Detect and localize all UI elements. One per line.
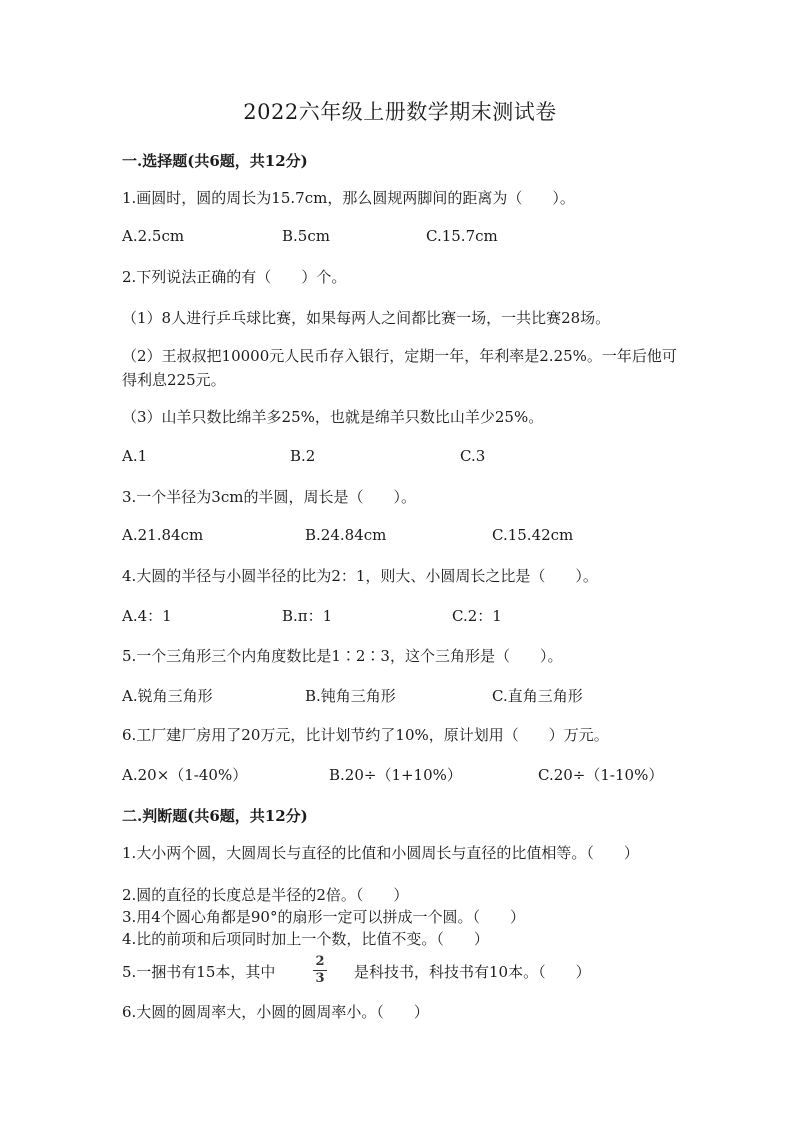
question-stem: 6.工厂建厂房用了20万元，比计划节约了10%，原计划用（ ）万元。 xyxy=(122,726,609,744)
statement: （3）山羊只数比绵羊多25%，也就是绵羊只数比山羊少25%。 xyxy=(122,408,544,426)
section-heading-true-false: 二.判断题(共6题，共12分) xyxy=(122,807,308,825)
option-c: C.15.42cm xyxy=(492,526,574,544)
section-heading-multiple-choice: 一.选择题(共6题，共12分) xyxy=(122,152,308,170)
question-stem: 1.画圆时，圆的周长为15.7cm，那么圆规两脚间的距离为（ ）。 xyxy=(122,189,575,207)
option-a: A.1 xyxy=(122,447,148,465)
option-b: B.2 xyxy=(290,447,316,465)
option-c: C.2：1 xyxy=(452,607,502,625)
option-c: C.直角三角形 xyxy=(492,687,583,705)
option-c: C.20÷（1-10%） xyxy=(538,766,664,784)
tf-statement: 4.比的前项和后项同时加上一个数，比值不变。（ ） xyxy=(122,930,489,948)
option-b: B.20÷（1+10%） xyxy=(329,766,462,784)
option-b: B.24.84cm xyxy=(305,526,387,544)
option-b: B.π：1 xyxy=(282,607,333,625)
question-stem: 3.一个半径为3cm的半圆，周长是（ ）。 xyxy=(122,488,416,506)
options-row xyxy=(122,447,682,471)
option-c: C.15.7cm xyxy=(426,227,498,245)
tf-statement: 2.圆的直径的长度总是半径的2倍。（ ） xyxy=(122,886,409,904)
tf-text-before: 5.一捆书有15本，其中 xyxy=(122,963,276,981)
fraction-denominator: 3 xyxy=(315,971,325,986)
option-b: B.钝角三角形 xyxy=(305,687,396,705)
option-a: A.20×（1-40%） xyxy=(122,766,248,784)
tf-statement: 3.用4个圆心角都是90°的扇形一定可以拼成一个圆。（ ） xyxy=(122,908,525,926)
question-stem: 5.一个三角形三个内角度数比是1∶2∶3，这个三角形是（ ）。 xyxy=(122,647,563,665)
option-a: A.锐角三角形 xyxy=(122,687,213,705)
fraction-two-thirds xyxy=(313,955,327,986)
option-a: A.21.84cm xyxy=(122,526,204,544)
options-row xyxy=(122,605,682,629)
tf-statement: 1.大小两个圆，大圆周长与直径的比值和小圆周长与直径的比值相等。（ ） xyxy=(122,844,639,862)
option-b: B.5cm xyxy=(282,227,330,245)
option-a: A.4：1 xyxy=(122,607,172,625)
options-row xyxy=(122,685,682,709)
question-stem: 2.下列说法正确的有（ ）个。 xyxy=(122,268,347,286)
statement: （1）8人进行乒乓球比赛，如果每两人之间都比赛一场，一共比赛28场。 xyxy=(122,309,611,327)
tf-statement: 6.大圆的圆周率大，小圆的圆周率小。（ ） xyxy=(122,1003,429,1021)
page-title: 2022六年级上册数学期末测试卷 xyxy=(243,100,557,124)
tf-text-after: 是科技书，科技书有10本。（ ） xyxy=(354,963,591,981)
options-row xyxy=(122,227,682,251)
statement: （2）王叔叔把10000元人民币存入银行，定期一年，年利率是2.25%。一年后他可得利息225元。 xyxy=(122,347,677,389)
option-c: C.3 xyxy=(460,447,486,465)
options-row xyxy=(122,764,682,788)
option-a: A.2.5cm xyxy=(122,227,185,245)
fraction-numerator: 2 xyxy=(315,954,325,969)
question-stem: 4.大圆的半径与小圆半径的比为2：1，则大、小圆周长之比是（ ）。 xyxy=(122,567,598,585)
options-row xyxy=(122,526,682,550)
